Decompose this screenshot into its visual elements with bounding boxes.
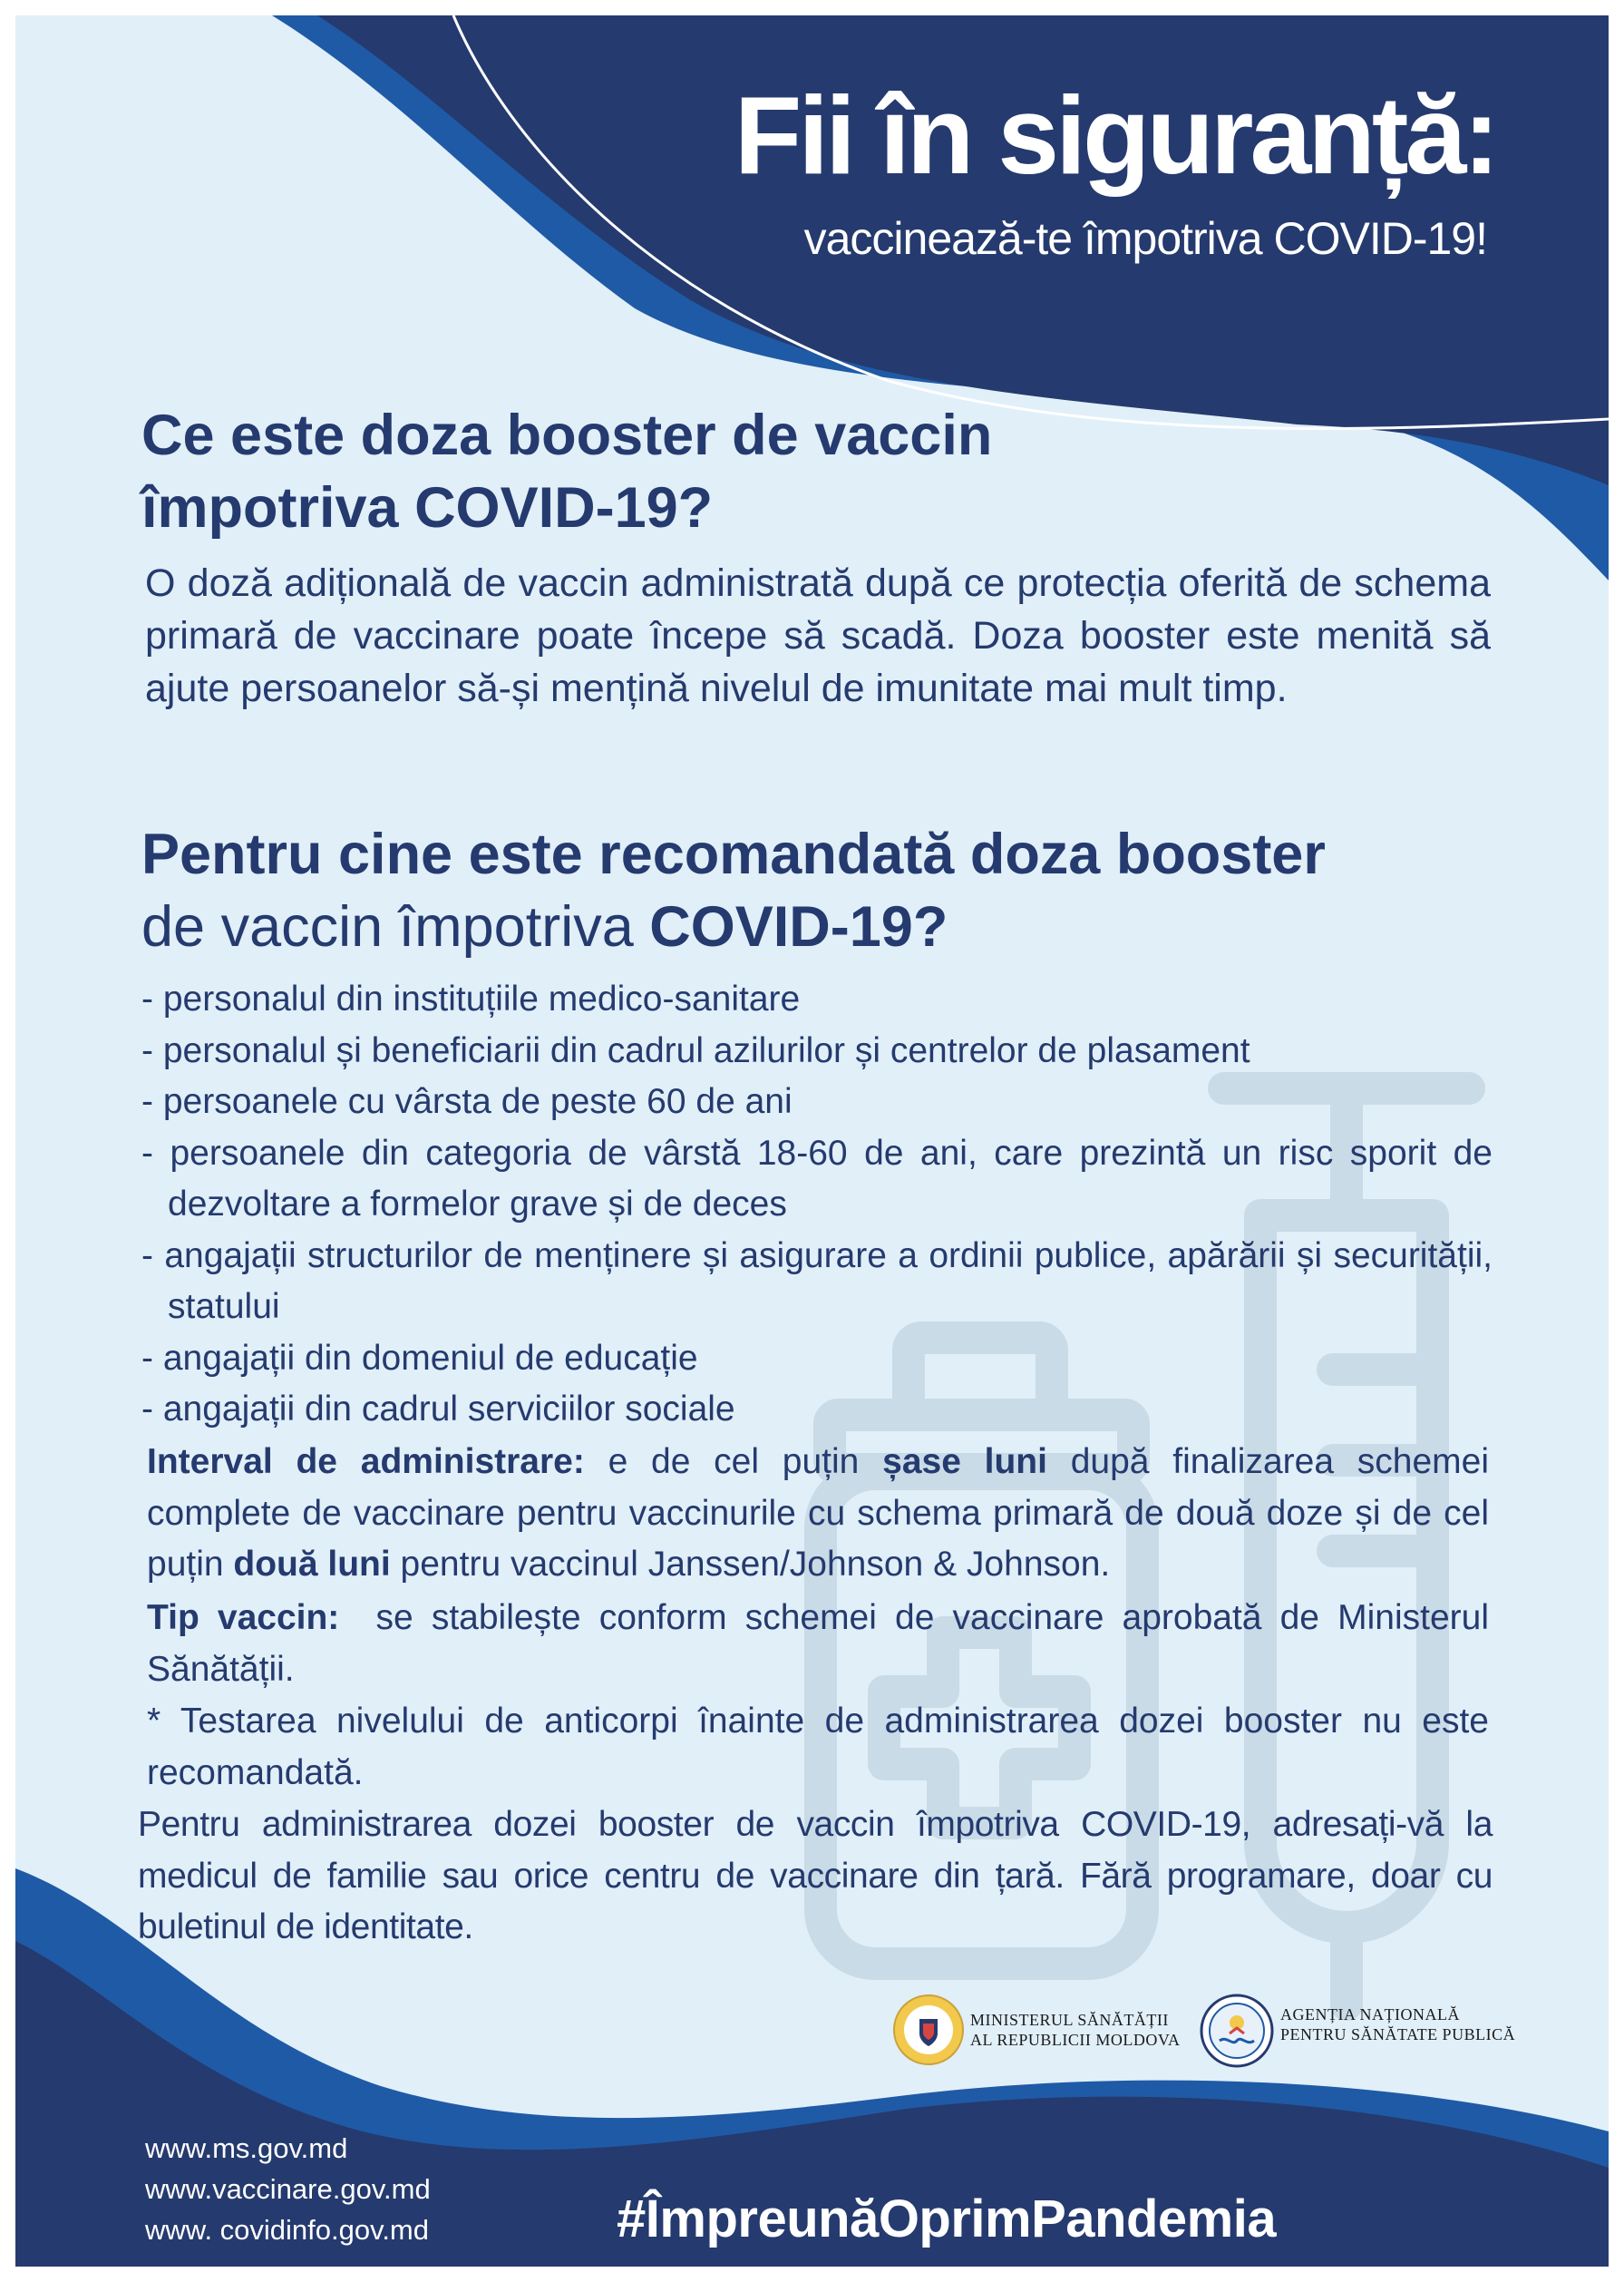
list-item: - persoanele din categoria de vârstă 18-60 de ani, care prezintă un risc sporit de dezvoltare a formelor grave și de deces [141, 1128, 1493, 1231]
vaccine-type-paragraph [147, 1593, 1499, 1695]
interval-text3: pentru vaccinul Janssen/Johnson & Johnson. [390, 1545, 1111, 1584]
section2-heading-line1: Pentru cine este recomandată doza booster [141, 823, 1326, 886]
list-item: - personalul din instituțiile medico-sanitare [141, 974, 1493, 1026]
interval-bold1: șase luni [882, 1442, 1047, 1481]
interval-paragraph [147, 1437, 1489, 1591]
ministry-name-line1: MINISTERUL SĂNĂTĂȚII [970, 2011, 1169, 2029]
interval-text1: e de cel puțin [584, 1442, 883, 1481]
section2-heading-prefix: de vaccin împotriva [141, 895, 650, 959]
section2-heading-bold: COVID-19 [649, 895, 913, 959]
section2-heading-line2 [141, 891, 1326, 963]
interval-text2: după finalizarea schemei complete de vaccinare pentru vaccinurile cu schema primară de două doze și de cel puțin [147, 1442, 1489, 1584]
list-item: - persoanele cu vârsta de peste 60 de ani [141, 1077, 1493, 1128]
list-item: - personalul și beneficiarii din cadrul azilurilor și centrelor de plasament [141, 1026, 1493, 1078]
ministry-name-line2: AL REPUBLICII MOLDOVA [970, 2031, 1181, 2049]
list-item: - angajații din cadrul serviciilor sociale [141, 1384, 1493, 1436]
link-vaccinare-gov[interactable]: www.vaccinare.gov.md [145, 2173, 431, 2205]
section1-heading [141, 399, 992, 544]
closing-paragraph: Pentru administrarea dozei booster de vaccin împotriva COVID-19, adresați-vă la medicul de familie sau orice centru de vaccinare din țară. Fără programare, doar cu buletinul de identitate. [138, 1805, 1493, 1946]
interval-bold2: două luni [233, 1545, 391, 1584]
section2-heading [141, 818, 1326, 963]
list-item: - angajații din domeniul de educație [141, 1333, 1493, 1385]
section1-heading-line2: împotriva COVID-19? [141, 476, 714, 540]
agency-name [1280, 2004, 1515, 2044]
list-item: - angajații structurilor de menținere și asigurare a ordinii publice, apărării și securității, statului [141, 1231, 1493, 1333]
page-title: Fii în siguranță: [734, 73, 1496, 197]
vaccine-type-label: Tip vaccin: [147, 1598, 340, 1637]
section2-heading-suffix: ? [912, 895, 948, 959]
section1-body: O doză adițională de vaccin administrată după ce protecția oferită de schema primară de vaccinare poate începe să scadă. Doza booster este menită să ajute persoanelor să-și mențină nivelul de imunitate mai mult timp. [145, 561, 1491, 710]
campaign-hashtag: #ÎmpreunăOprimPandemia [617, 2189, 1277, 2248]
ministry-name [970, 2010, 1181, 2050]
ministry-emblem-icon [892, 1994, 965, 2066]
agency-emblem-icon [1200, 1994, 1274, 2068]
vaccine-type-text: se stabilește conform schemei de vaccinare aprobată de Ministerul Sănătății. [147, 1598, 1499, 1689]
agency-name-line1: AGENȚIA NAȚIONALĂ [1280, 2005, 1460, 2024]
link-covidinfo-gov[interactable]: www. covidinfo.gov.md [145, 2214, 429, 2246]
antibody-note: * Testarea nivelului de anticorpi înainte de administrarea dozei booster nu este recomandată. [147, 1702, 1489, 1792]
page-subtitle: vaccinează-te împotriva COVID-19! [803, 213, 1487, 264]
recommended-groups-list [141, 974, 1493, 1436]
link-ms-gov[interactable]: www.ms.gov.md [145, 2132, 348, 2164]
interval-label: Interval de administrare: [147, 1442, 585, 1481]
section1-heading-line1: Ce este doza booster de vaccin [141, 404, 993, 467]
agency-name-line2: PENTRU SĂNĂTATE PUBLICĂ [1280, 2025, 1516, 2043]
